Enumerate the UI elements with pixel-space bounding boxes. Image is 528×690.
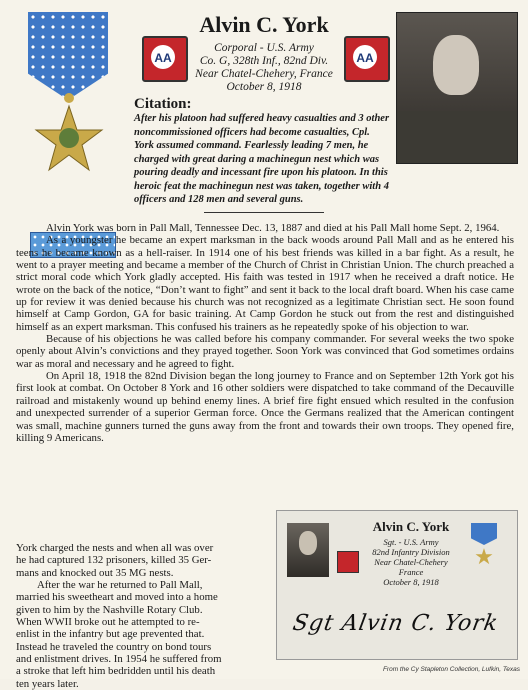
signed-cover-card bbox=[276, 510, 518, 660]
citation-heading: Citation: bbox=[134, 96, 192, 112]
medal-star-icon bbox=[30, 92, 108, 184]
patch-text: AA bbox=[356, 51, 374, 65]
portrait-photo bbox=[396, 12, 518, 164]
divider bbox=[204, 212, 324, 213]
biography-text: Alvin York was born in Pall Mall, Tennessee Dec. 13, 1887 and died at his Pall Mall home Sept. 2, 1964. As a youngster he became an expert marksman in the back woods around Pall Mall and as he entered his teens he became known as a hell-raiser. In 1914 one of his best friends was killed in a bar fight. As a result, he went to a prayer meeting and became a member of the Church of Christ in Christian Union. The church preached a strict moral code which York gladly accepted. His faith was tested in 1917 when he received a draft notice. He wrote on the back of the notice, “Don’t want to fight” and sent it back to the local draft board. When his case came up for review it was denied because his church was not recognized as a legitimate Christian sect. He soon found himself at Camp Gordon, GA for basic training. At Camp Gordon he stuck out from the rest and distinguished himself as an expert marksman. This confused his trainers as he repeatedly spoke of his objection to war. Because of his objections he was called before his company commander. For several weeks the two spoke openly about Alvin’s convictions and they prayed together. Soon York was convinced that God sometimes ordains war as moral and necessary and he agreed to fight. On April 18, 1918 the 82nd Division began the long journey to France and on September 12th York got his first look at combat. On October 8 York and 16 other soldiers were dispatched to take command of the Decauville railroad and mistakenly wound up behind enemy lines. A brief fire fight ensued which resulted in the confusion and unexpected surrender of a superior German force. Once the Germans realized that the American contingent was small, machine gunners turned the guns away from the front and towards their own troops. They opened fire, killing 9 Americans. bbox=[16, 222, 514, 444]
page-title: Alvin C. York bbox=[199, 12, 329, 37]
medal-ribbon bbox=[28, 12, 108, 100]
envelope-name: Alvin C. York bbox=[372, 519, 450, 534]
envelope-medal-icon: ★ bbox=[467, 523, 501, 585]
photo-credit: From the Cy Stapleton Collection, Lufkin, Texas bbox=[382, 666, 520, 673]
signature: Sgt Alvin C. York bbox=[290, 611, 501, 636]
biography-text-lower: York charged the nests and when all was over he had captured 132 prisoners, killed 35 Ger- mans and knocked out 35 MG nests. After the war he returned to Pall Mall, married his sweetheart and moved into a home given to him by the Nashville Rotary Club. When WWII broke out he attempted to re- enlist in the infantry but age prevented that. Instead he traveled the country on bond tours and enlistment drives. In 1954 he suffered from a stroke that left him bedridden until his death ten years later. bbox=[16, 542, 222, 690]
82nd-division-patch-left bbox=[142, 36, 188, 82]
patch-text: AA bbox=[154, 51, 172, 65]
82nd-division-patch-right bbox=[344, 36, 390, 82]
citation-text: After his platoon had suffered heavy casualties and 3 other noncommissioned officers had become casualties, Cpl. York assumed command. Fearlessly leading 7 men, he charged with great daring a machinegun nest which was pouring deadly and incessant fire upon his platoon. In this heroic feat the machinegun nest was taken, together with 4 officers and 128 men and several guns. bbox=[134, 113, 390, 205]
envelope-portrait bbox=[287, 523, 329, 577]
envelope-unit-info: Sgt. - U.S. Army 82nd Infantry Division Near Chatel-Chehery France October 8, 1918 bbox=[372, 537, 450, 587]
unit-info: Corporal - U.S. Army Co. G, 328th Inf., 82nd Div. Near Chatel-Chehery, France October 8, 1918 bbox=[195, 42, 333, 93]
envelope-patch bbox=[337, 551, 359, 573]
